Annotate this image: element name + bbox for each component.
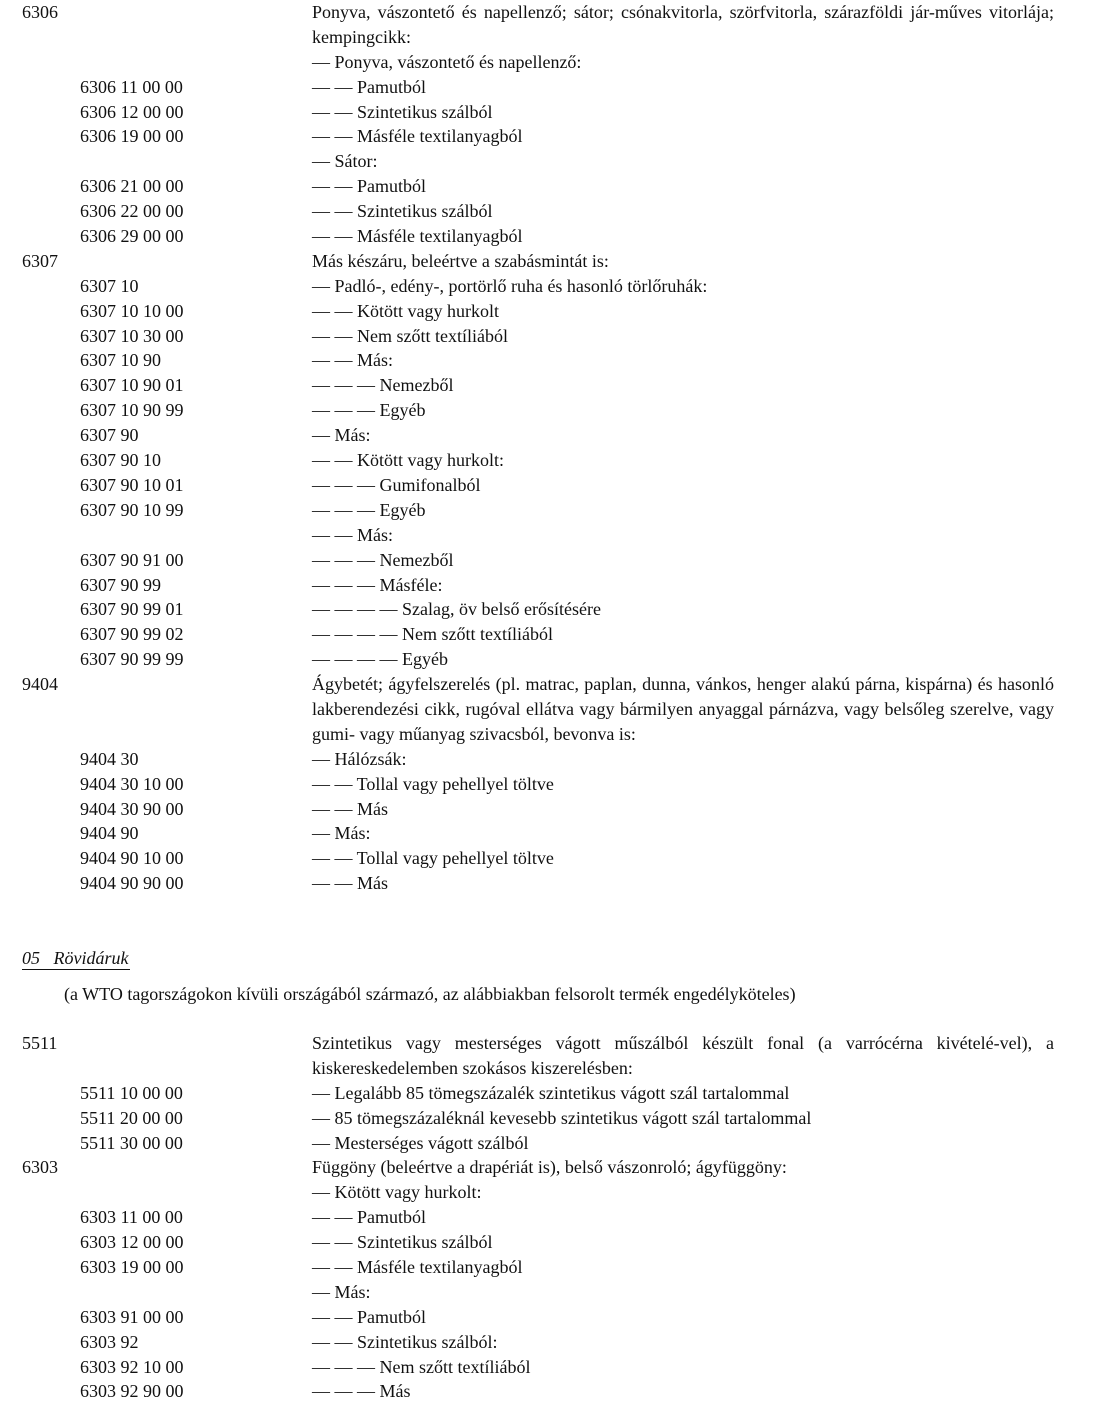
description: — — Szintetikus szálból <box>312 201 493 222</box>
table-row <box>0 149 1118 174</box>
table-row <box>0 299 1118 324</box>
table-row <box>0 1230 1118 1255</box>
description: — Más: <box>312 823 371 844</box>
heading-code: 6303 <box>22 1157 58 1178</box>
description: — — Pamutból <box>312 1306 427 1327</box>
subheading-code: 9404 90 90 00 <box>80 873 184 894</box>
subheading-code: 6307 10 10 00 <box>80 300 184 321</box>
subheading-code: 9404 30 10 00 <box>80 773 184 794</box>
table-row <box>0 871 1118 896</box>
description: — Hálózsák: <box>312 748 407 769</box>
subheading-code: 6303 92 <box>80 1331 139 1352</box>
table-row <box>0 100 1118 125</box>
subheading-code: 6303 12 00 00 <box>80 1232 184 1253</box>
subheading-code: 6307 90 10 <box>80 450 161 471</box>
table-row <box>0 772 1118 797</box>
description: — — Másféle textilanyagból <box>312 1257 523 1278</box>
subheading-code: 6303 92 10 00 <box>80 1356 184 1377</box>
description: — Mesterséges vágott szálból <box>312 1132 529 1153</box>
description: — — — Nemezből <box>312 375 454 396</box>
description: — Más: <box>312 425 371 446</box>
description: — 85 tömegszázaléknál kevesebb szintetikus vágott szál tartalommal <box>312 1107 812 1128</box>
subheading-code: 6307 90 10 01 <box>80 474 184 495</box>
description: — — Kötött vagy hurkolt: <box>312 450 504 471</box>
subheading-code: 6307 10 30 00 <box>80 325 184 346</box>
heading-code: 6307 <box>22 250 58 271</box>
description: — — Nem szőtt textíliából <box>312 325 508 346</box>
subheading-code: 9404 90 10 00 <box>80 848 184 869</box>
table-row <box>0 622 1118 647</box>
description: — — Más: <box>312 350 393 371</box>
subheading-code: 6307 90 99 <box>80 574 161 595</box>
table-row <box>0 1031 1118 1081</box>
description: — — — Nem szőtt textíliából <box>312 1356 531 1377</box>
description: — — — Nemezből <box>312 549 454 570</box>
description: — — Másféle textilanyagból <box>312 126 523 147</box>
table-row <box>0 797 1118 822</box>
subheading-code: 6306 11 00 00 <box>80 76 183 97</box>
description: — — Pamutból <box>312 76 427 97</box>
subheading-code: 6306 19 00 00 <box>80 126 184 147</box>
subheading-code: 6307 90 99 02 <box>80 624 184 645</box>
description: — — — Egyéb <box>312 499 426 520</box>
subheading-code: 6303 19 00 00 <box>80 1257 184 1278</box>
description: — — — Egyéb <box>312 400 426 421</box>
description: — Padló-, edény-, portörlő ruha és hasonló törlőruhák: <box>312 275 708 296</box>
description: — — — — Egyéb <box>312 649 448 670</box>
description: — — Más <box>312 873 388 894</box>
section-heading <box>22 947 130 970</box>
description: — — Pamutból <box>312 176 427 197</box>
description: Függöny (beleértve a drapériát is), belső vászonroló; ágyfüggöny: <box>312 1157 787 1178</box>
table-row <box>0 124 1118 149</box>
subheading-code: 6307 10 90 01 <box>80 375 184 396</box>
description: — — Más <box>312 798 388 819</box>
description: — — — Gumifonalból <box>312 474 481 495</box>
subheading-code: 6307 90 99 99 <box>80 649 184 670</box>
description: — — Szintetikus szálból <box>312 1232 493 1253</box>
section-note: (a WTO tagországokon kívüli országából származó, az alábbiakban felsorolt termék engedélyköteles) <box>64 984 796 1004</box>
table-row <box>0 75 1118 100</box>
table-row <box>0 548 1118 573</box>
description: — — Tollal vagy pehellyel töltve <box>312 848 554 869</box>
heading-code: 5511 <box>22 1033 58 1053</box>
table-row <box>0 846 1118 871</box>
subheading-code: 6307 10 90 <box>80 350 161 371</box>
description: — Kötött vagy hurkolt: <box>312 1182 482 1203</box>
description: — — — Más <box>312 1381 411 1402</box>
table-row <box>0 423 1118 448</box>
table-row <box>0 249 1118 274</box>
subheading-code: 6307 10 <box>80 275 139 296</box>
table-row <box>0 1379 1118 1404</box>
description: Más készáru, beleértve a szabásmintát is: <box>312 250 609 271</box>
subheading-code: 9404 30 90 00 <box>80 798 184 819</box>
subheading-code: 9404 90 <box>80 823 139 844</box>
description: — — — — Nem szőtt textíliából <box>312 624 553 645</box>
subheading-code: 6306 22 00 00 <box>80 201 184 222</box>
subheading-code: 6306 21 00 00 <box>80 176 184 197</box>
description: — Sátor: <box>312 151 378 172</box>
subheading-code: 5511 10 00 00 <box>80 1082 183 1103</box>
table-row <box>0 1355 1118 1380</box>
heading-code: 6306 <box>22 2 58 22</box>
description: — — — — Szalag, öv belső erősítésére <box>312 599 601 620</box>
table-row <box>0 1131 1118 1156</box>
table-row <box>0 597 1118 622</box>
table-row <box>0 498 1118 523</box>
table-row <box>0 1280 1118 1305</box>
table-row <box>0 473 1118 498</box>
description: — — Szintetikus szálból <box>312 101 493 122</box>
description: Ágybetét; ágyfelszerelés (pl. matrac, paplan, dunna, vánkos, henger alakú párna, kispárna) és hasonló lakberendezési cikk, rugóval ellátva vagy bármilyen anyaggal párnázva, vagy belsőleg szerelve, vagy gumi- vagy műanyag szivacsból, bevonva is: <box>312 674 1054 744</box>
subheading-code: 6303 11 00 00 <box>80 1207 183 1228</box>
table-row <box>0 821 1118 846</box>
table-row <box>0 1255 1118 1280</box>
table-row <box>0 1330 1118 1355</box>
subheading-code: 5511 30 00 00 <box>80 1132 183 1153</box>
description: — — Más: <box>312 524 393 545</box>
tariff-table-2 <box>0 1031 1118 1404</box>
heading-code: 9404 <box>22 674 58 695</box>
description: Szintetikus vagy mesterséges vágott műszálból készült fonal (a varrócérna kivételé-vel), a kiskereskedelemben szokásos kiszerelésben: <box>312 1033 1054 1078</box>
description: — — Másféle textilanyagból <box>312 226 523 247</box>
subheading-code: 6307 90 <box>80 425 139 446</box>
table-row <box>0 448 1118 473</box>
subheading-code: 6307 10 90 99 <box>80 400 184 421</box>
table-row <box>0 174 1118 199</box>
table-row <box>0 50 1118 75</box>
description: — — Pamutból <box>312 1207 427 1228</box>
table-row <box>0 348 1118 373</box>
subheading-code: 6303 91 00 00 <box>80 1306 184 1327</box>
table-row <box>0 1081 1118 1106</box>
subheading-code: 6303 92 90 00 <box>80 1381 184 1402</box>
section-title: Rövidáruk <box>53 948 129 968</box>
subheading-code: 5511 20 00 00 <box>80 1107 183 1128</box>
description: — — — Másféle: <box>312 574 443 595</box>
description: — — Tollal vagy pehellyel töltve <box>312 773 554 794</box>
table-row <box>0 0 1118 50</box>
subheading-code: 6306 12 00 00 <box>80 101 184 122</box>
description: — — Kötött vagy hurkolt <box>312 300 499 321</box>
section-number: 05 <box>22 948 40 968</box>
description: — Ponyva, vászontető és napellenző: <box>312 51 582 72</box>
table-row <box>0 523 1118 548</box>
description: — — Szintetikus szálból: <box>312 1331 498 1352</box>
table-row <box>0 274 1118 299</box>
table-row <box>0 1106 1118 1131</box>
table-row <box>0 1155 1118 1180</box>
description: Ponyva, vászontető és napellenző; sátor; csónakvitorla, szörfvitorla, szárazföldi jár-műves vitorlája; kempingcikk: <box>312 2 1054 47</box>
table-row <box>0 324 1118 349</box>
subheading-code: 6307 90 10 99 <box>80 499 184 520</box>
table-row <box>0 398 1118 423</box>
table-row <box>0 373 1118 398</box>
table-row <box>0 747 1118 772</box>
subheading-code: 6306 29 00 00 <box>80 226 184 247</box>
subheading-code: 6307 90 99 01 <box>80 599 184 620</box>
table-row <box>0 672 1118 747</box>
table-row <box>0 647 1118 672</box>
table-row <box>0 199 1118 224</box>
table-row <box>0 1180 1118 1205</box>
table-row <box>0 224 1118 249</box>
subheading-code: 6307 90 91 00 <box>80 549 184 570</box>
table-row <box>0 1205 1118 1230</box>
subheading-code: 9404 30 <box>80 748 139 769</box>
table-row <box>0 1305 1118 1330</box>
description: — Legalább 85 tömegszázalék szintetikus vágott szál tartalommal <box>312 1082 790 1103</box>
description: — Más: <box>312 1281 371 1302</box>
table-row <box>0 573 1118 598</box>
